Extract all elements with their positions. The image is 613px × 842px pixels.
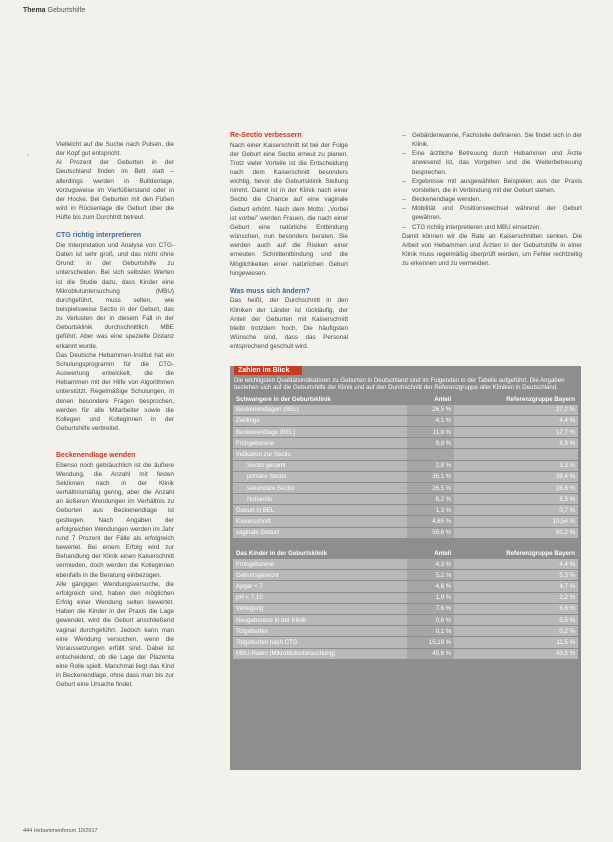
table-row <box>233 494 578 505</box>
table-row <box>233 471 578 482</box>
table-mothers <box>233 394 578 659</box>
row-label: pH < 7,10 <box>233 592 407 603</box>
paragraph: Nach einer Kaiserschnitt ist bei der Folge der Geburt eine Sectio erneut zu planen. Trotz vieler Vorteile ist die Entscheidung nach dem Kaiserschnitt besonders wichtig, bevor die Geburtsklinik Stellung nimmt. Damit ist in der Klinik nach einer Sectio die Chance auf eine vaginale Geburt erhöht. Nach dem Motto: „Vorbei ist vorbei” werden Frauen, die nach einer Geburt eine natürliche Entbindung wünschen, nun besonders beraten. Sie werden auch auf die Risiken einer erneuten Schnittentbindung und die Möglichkeiten einer natürlichen Geburt hingewiesen. <box>230 141 348 277</box>
row-label: Neugeborene in der Klinik <box>233 614 407 625</box>
row-label: Beckenendlage (BEL) <box>233 426 407 437</box>
value-anteil: 45,6 % <box>407 648 454 659</box>
table-row <box>233 626 578 637</box>
row-label: Sectio gesamt <box>233 460 407 471</box>
row-label: Apgar < 7 <box>233 581 407 592</box>
paragraph: Ebenso noch gebräuchlich ist die äußere Wendung, die Anzahl mit festen Sektionen nach in der Klinik verhältnismäßig gering, aber die Anzahl an äußeren Wendungen im Verhältnis zu Geburten aus Beckenendlage ist gestiegen. Nach Angaben der erfolgreichen Wendungen werden im Jahr rund 7 Prozent der Fälle als erfolgreich bewertet. Bei einem Erfolg wird zur Behandlung der Klinik einen Kaiserschnitt vermieden, doch werden die Kolleginnen ebenfalls in die Beratung einbezogen. <box>56 461 174 579</box>
list-item: – CTG richtig interpretieren und MBU einsetzen. <box>402 223 582 232</box>
value-referenz <box>454 449 578 460</box>
table-row <box>233 648 578 659</box>
table-row <box>233 415 578 426</box>
column-2 <box>230 131 348 351</box>
value-referenz: 10,54 % <box>454 516 578 527</box>
value-referenz: 3,3 % <box>454 460 578 471</box>
table-row <box>233 516 578 527</box>
value-referenz: 11,5 % <box>454 637 578 648</box>
list-item: – Eine ärztliche Betreuung durch Hebammen und Ärzte anwesend ist, das Vorgehen und die Weiterbetreuung besprechen. <box>402 149 582 176</box>
table-row <box>233 460 578 471</box>
row-label: vaginale Geburt <box>233 527 407 538</box>
table-row <box>233 527 578 538</box>
bullet-list <box>402 131 582 232</box>
row-label: Kaiserschnitt <box>233 516 407 527</box>
paragraph: Damit können wir die Rate an Kaiserschnitten senken. Die Arbeit von Hebammen und Ärzten in der Geburtshilfe in einer Klinik muss regelmäßig überprüft werden, um Fehler rechtzeitig zu erkennen und zu vermeiden. <box>402 232 582 268</box>
margin-mark: ‚ <box>27 148 29 157</box>
column-header: Das Kinder in der Geburtsklinik <box>236 550 328 558</box>
value-referenz: 0,7 % <box>454 505 578 516</box>
value-anteil: 4,1 % <box>407 415 454 426</box>
row-label: MBU-Raten (Mikroblutuntersuchung) <box>233 648 407 659</box>
column-header: Referenzgruppe Bayern <box>506 396 575 403</box>
value-referenz: 8,5 % <box>454 494 578 505</box>
row-label: Indikation zur Sectio <box>233 449 407 460</box>
row-label: sekundäre Sectio <box>233 482 407 493</box>
box-title: Zahlen im Blick <box>234 366 302 375</box>
page-footer: 444 Hebammenforum 10/2017 <box>23 828 98 834</box>
paragraph: Alle gängigen Wendungsversuche, die erfolgreich sind, haben den möglichen Erfolg einer Wendung selten bewertet. Haben die Kinder in der Praxis die Lage gewendet, wird die Geburt anschließend vaginal durchgeführt. Jedoch kann man eine Wendung versuchen, wenn die Voraussetzungen erfüllt sind. Dabei ist entscheidend, ob die Lage der Plazenta eine Rolle spielt. Manchmal liegt das Kind in Beckenendlage, ohne dass man bis zur Geburt eine Ursache findet. <box>56 580 174 689</box>
table-row <box>233 449 578 460</box>
row-label: Geburtsgewicht <box>233 570 407 581</box>
value-anteil: 15,19 % <box>407 637 454 648</box>
column-header: Referenzgruppe Bayern <box>506 550 575 558</box>
row-label: Frühgeborene <box>233 438 407 449</box>
value-anteil: 4,3 % <box>407 559 454 570</box>
table-row <box>233 405 578 416</box>
subheading-aendern: Was muss sich ändern? <box>230 287 310 295</box>
value-anteil: 11,8 % <box>407 426 454 437</box>
paragraph: Die Interpretation und Analyse von CTG-Daten ist sehr groß, und das nicht ohne Grund: in der Geburtshilfe zu unterscheiden. Bei sich selbsten Werten ist die Studie dazu, dass Kinder eine Mikroblutuntersuchung (MBU) durchgeführt, muss selten, wie beispielsweise Sectio in der Geburt, das zu Verlusten der in diesem Fall in der Geburtsklinik durchschnittlich MBE geführt. Aber was eine spezielle Distanz erkannt wurde. <box>56 241 174 350</box>
column-3 <box>402 131 582 268</box>
value-anteil: 4,6 % <box>407 581 454 592</box>
paragraph: Das Deutsche Hebammen-Institut hat ein Schulungsprogramm für die CTG-Auswertung entwickelt, die die Hebammen mit der Hilfe von Algorithmen unterstützt. Regelmäßige Schulungen, in denen besondere Fragen besprochen, werden für alle Mitarbeiter sowie die Kollegen und Kolleginnen in der Geburtshilfe verbreitet. <box>56 351 174 433</box>
value-referenz: 26,6 % <box>454 482 578 493</box>
row-label: Geburt in BEL <box>233 505 407 516</box>
table-row <box>233 438 578 449</box>
value-referenz: 4,4 % <box>454 415 578 426</box>
row-label: primäre Sectio <box>233 471 407 482</box>
row-label: Verlegung <box>233 603 407 614</box>
value-anteil: 26,5 % <box>407 482 454 493</box>
value-referenz: 43,5 % <box>454 648 578 659</box>
table-row <box>233 505 578 516</box>
value-anteil: 7,6 % <box>407 603 454 614</box>
statistics-box <box>230 366 581 770</box>
value-anteil: 26,5 % <box>407 405 454 416</box>
value-referenz: 0,2 % <box>454 626 578 637</box>
value-referenz: 2,2 % <box>454 592 578 603</box>
table-row <box>233 482 578 493</box>
value-referenz: 39,4 % <box>454 471 578 482</box>
list-item: – Mobilität und Positionswechsel während der Geburt gewähren. <box>402 204 582 222</box>
row-label: Totgeburten <box>233 626 407 637</box>
value-referenz: 12,7 % <box>454 426 578 437</box>
running-header <box>23 7 85 14</box>
value-referenz: 4,7 % <box>454 581 578 592</box>
column-header: Anteil <box>434 396 452 403</box>
table-row <box>233 426 578 437</box>
row-label: Beckenendlagen (BEL) <box>233 405 407 416</box>
list-item: – Ergebnisse mit ausgewählten Beispielen aus der Praxis vorstellen, die in Verbindung mit der Geburt stehen. <box>402 177 582 195</box>
value-anteil: 0,6 % <box>407 614 454 625</box>
value-anteil: 1,3 % <box>407 505 454 516</box>
value-referenz: 0,5 % <box>454 614 578 625</box>
paragraph: Vielleicht auf die Suche nach Pulsen, die der Kopf gut entspricht. <box>56 141 174 158</box>
value-anteil <box>407 449 454 460</box>
subheading-bel: Beckenendlage wenden <box>56 452 136 460</box>
value-anteil: 36,1 % <box>407 471 454 482</box>
table-row <box>233 603 578 614</box>
row-label: Zwillinge <box>233 415 407 426</box>
value-anteil: 1,9 % <box>407 592 454 603</box>
value-anteil: 0,1 % <box>407 626 454 637</box>
table-row <box>233 592 578 603</box>
section-label: Thema <box>23 7 46 14</box>
subheading-resectio: Re-Sectio verbessern <box>230 132 302 139</box>
table-row <box>233 570 578 581</box>
value-anteil: 2,8 % <box>407 460 454 471</box>
value-referenz: 27,2 % <box>454 405 578 416</box>
value-anteil: 5,2 % <box>407 570 454 581</box>
box-intro: Die wichtigsten Qualitätsindikatoren zu Geburten in Deutschland sind im Folgenden in der Tabelle aufgeführt. Die Angaben beziehen sich auf die Geburtshilfe der Klinik und auf den Durchschnitt der Referenzgruppe aller Kliniken in Deutschland. <box>234 377 565 392</box>
subheading-ctg: CTG richtig interpretieren <box>56 232 142 240</box>
value-referenz: 5,3 % <box>454 570 578 581</box>
column-header: Anteil <box>434 550 452 558</box>
table-row <box>233 559 578 570</box>
value-anteil: 4,65 % <box>407 516 454 527</box>
value-anteil: 8,2 % <box>407 494 454 505</box>
table-row <box>233 581 578 592</box>
column-1 <box>56 140 174 690</box>
table-row <box>233 614 578 625</box>
value-referenz: 60,2 % <box>454 527 578 538</box>
value-referenz: 4,4 % <box>454 559 578 570</box>
value-referenz: 8,9 % <box>454 438 578 449</box>
list-item: – Gebärdenwanne, Fachstelle definieren. Sie findet sich in der Klinik. <box>402 131 582 149</box>
list-item: – Beckenendlage wenden. <box>402 195 582 204</box>
value-referenz: 6,6 % <box>454 603 578 614</box>
paragraph: Al Prozent der Geburten in der Deutschland finden im Bett statt – allerdings werden in Bulldenlage, vorzugsweise im Vierfüßlerstand oder in der Hocke. Bei Geburten mit den Füßen wird in Rückenlage die Geburt über die Hüfte bis zum Durchtritt betreut. <box>56 159 174 222</box>
table-row <box>233 637 578 648</box>
row-label: Frühgeborene <box>233 559 407 570</box>
value-anteil: 9,9 % <box>407 438 454 449</box>
row-label: Totgeburten nach CTG <box>233 637 407 648</box>
row-label: Notsectio <box>233 494 407 505</box>
paragraph: Das heißt, der Durchschnitt in den Kliniken der Länder ist rückläufig, der Anteil der Geburten mit Kaiserschnitt bleibt trotzdem hoch. Die häufigsten Wünsche sind, dass das Personal entsprechend geschult wird. <box>230 297 348 351</box>
value-anteil: 59,6 % <box>407 527 454 538</box>
column-header: Schwangere in der Geburtsklinik <box>236 396 331 403</box>
subsection-label: Geburtshilfe <box>47 7 86 14</box>
